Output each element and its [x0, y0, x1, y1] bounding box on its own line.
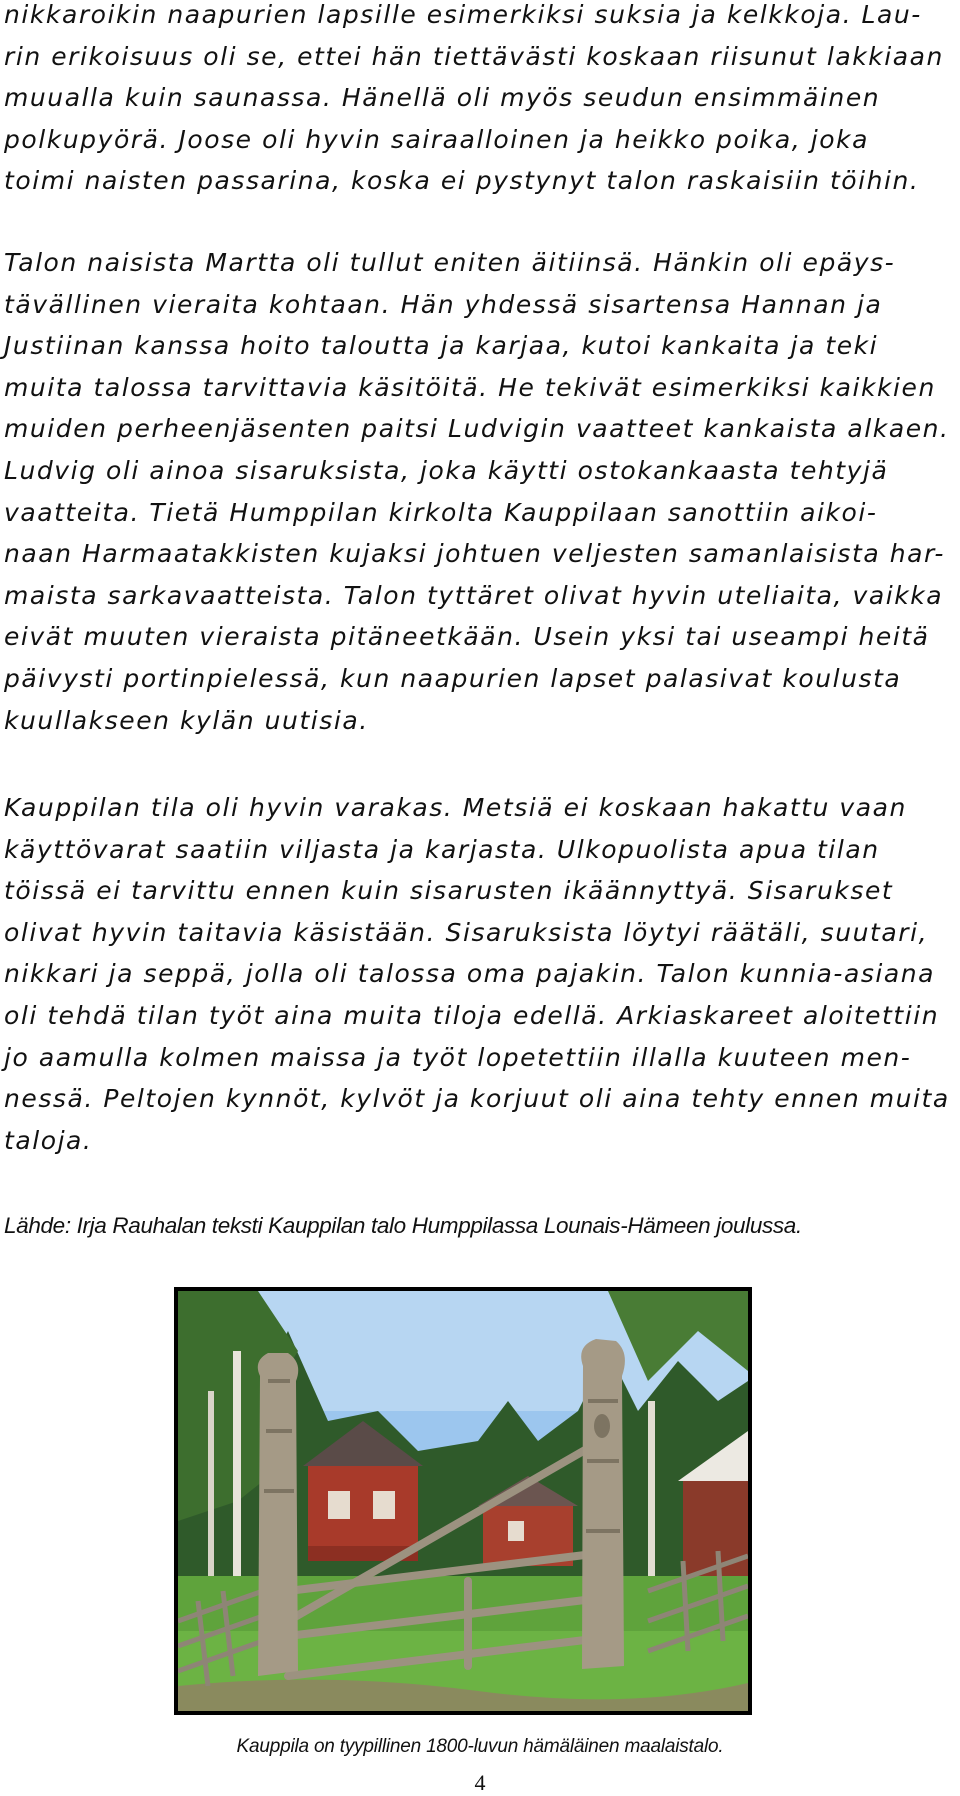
source-note: Lähde: Irja Rauhalan teksti Kauppilan talo Humppilassa Lounais-Hämeen joulussa.: [4, 1213, 802, 1238]
text-line: maista sarkavaatteista. Talon tyttäret olivat hyvin uteliaita, vaikka: [4, 580, 944, 610]
text-line: eivät muuten vieraista pitäneetkään. Usein yksi tai useampi heitä: [4, 622, 930, 652]
text-line: Ludvig oli ainoa sisaruksista, joka käytti ostokankaasta tehtyjä: [4, 455, 889, 485]
paragraph-1: [4, 0, 944, 202]
text-line: olivat hyvin taitavia käsistään. Sisaruksista löytyi räätäli, suutari,: [4, 917, 929, 947]
text-line: oli tehdä tilan työt aina muita tiloja edellä. Arkiaskareet aloitettiin: [4, 1000, 940, 1030]
text-line: nessä. Peltojen kynnöt, kylvöt ja korjuut oli aina tehty ennen muita: [4, 1084, 950, 1114]
text-line: muiden perheenjäsenten paitsi Ludvigin vaatteet kankaista alkaen.: [4, 414, 950, 444]
text-line: muita talossa tarvittavia käsitöitä. He tekivät esimerkiksi kaikkien: [4, 372, 936, 402]
text-line: toimi naisten passarina, koska ei pystynyt talon raskaisiin töihin.: [4, 166, 920, 196]
text-line: päivysti portinpielessä, kun naapurien lapset palasivat koulusta: [4, 663, 902, 693]
photo-illustration: [178, 1291, 748, 1711]
text-line: käyttövarat saatiin viljasta ja karjasta. Ulkopuolista apua tilan: [4, 834, 880, 864]
text-line: Justiinan kanssa hoito taloutta ja karjaa, kutoi kankaita ja teki: [4, 331, 879, 361]
text-line: vaatteita. Tietä Humppilan kirkolta Kauppilaan sanottiin aikoi-: [4, 497, 878, 527]
text-line: jo aamulla kolmen maissa ja työt lopetettiin illalla kuuteen men-: [4, 1042, 912, 1072]
farmhouse-photo: [174, 1287, 752, 1715]
photo-caption: Kauppila on tyypillinen 1800-luvun hämäläinen maalaistalo.: [236, 1736, 724, 1757]
text-line: tävällinen vieraita kohtaan. Hän yhdessä sisartensa Hannan ja: [4, 289, 883, 319]
text-line: nikkaroikin naapurien lapsille esimerkiksi suksia ja kelkkoja. Lau-: [4, 0, 922, 29]
text-line: taloja.: [4, 1125, 93, 1155]
text-line: Kauppilan tila oli hyvin varakas. Metsiä ei koskaan hakattu vaan: [4, 793, 907, 822]
text-line: Talon naisista Martta oli tullut eniten äitiinsä. Hänkin oli epäys-: [4, 248, 896, 277]
text-line: töissä ei tarvittu ennen kuin sisarusten ikäännyttyä. Sisarukset: [4, 876, 894, 906]
page-number: 4: [474, 1770, 486, 1795]
paragraph-3: [4, 787, 950, 1161]
text-line: naan Harmaatakkisten kujaksi johtuen veljesten samanlaisista har-: [4, 539, 946, 569]
text-line: nikkari ja seppä, jolla oli talossa oma pajakin. Talon kunnia-asiana: [4, 959, 936, 989]
text-line: muualla kuin saunassa. Hänellä oli myös seudun ensimmäinen: [4, 83, 881, 113]
text-line: rin erikoisuus oli se, ettei hän tiettävästi koskaan riisunut lakkiaan: [4, 41, 944, 71]
text-line: polkupyörä. Joose oli hyvin sairaalloinen ja heikko poika, joka: [4, 124, 869, 154]
text-line: kuullakseen kylän uutisia.: [4, 705, 369, 735]
paragraph-2: [4, 242, 950, 741]
